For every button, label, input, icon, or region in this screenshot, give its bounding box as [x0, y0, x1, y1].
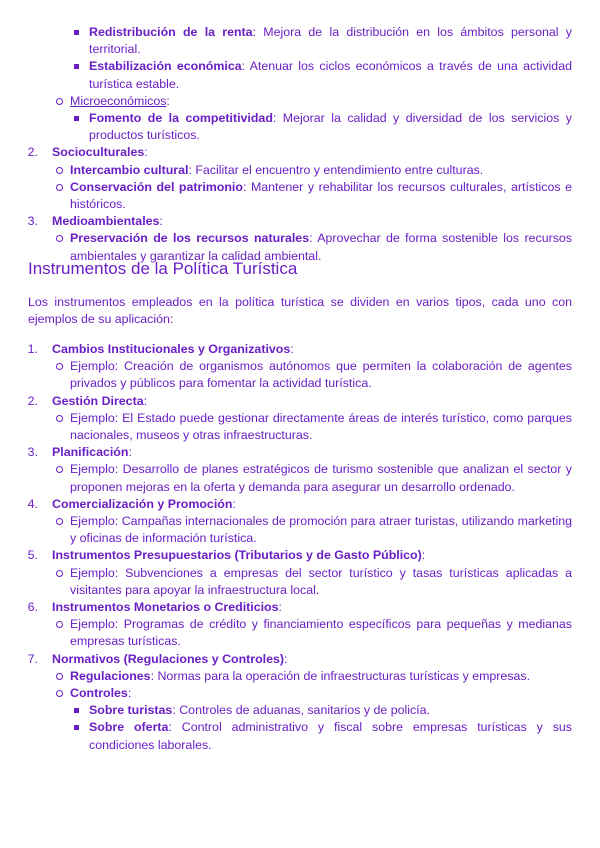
list-item	[0, 93, 572, 110]
intro-paragraph: Los instrumentos empleados en la política turística se dividen en varios tipos, cada uno con ejemplos de su aplicación:	[28, 295, 572, 327]
list-item-description: Aprovechar de forma sostenible los recursos ambientales y garantizar la calidad ambiental.	[70, 231, 573, 263]
circle-bullet-icon	[56, 518, 63, 525]
list-item-content: Conservación del patrimonio: Mantener y rehabilitar los recursos culturales, artísticos e históricos.	[70, 179, 572, 212]
list-item	[0, 685, 572, 702]
list-number: 4.	[27, 496, 38, 511]
list-item-content: Redistribución de la renta: Mejora de la distribución en los ámbitos personal y territorial.	[89, 25, 572, 57]
list-item	[0, 393, 572, 410]
list-item-term: Gestión Directa	[52, 393, 144, 408]
list-item-content: Gestión Directa:	[52, 393, 148, 408]
list-number: 5.	[27, 548, 38, 563]
list-item-content	[70, 514, 572, 545]
list-number: 3.	[27, 445, 38, 460]
list-item	[0, 444, 572, 461]
list-item-term: Estabilización económica	[89, 59, 242, 74]
list-item	[0, 341, 572, 358]
list-item-content: Medioambientales:	[52, 214, 163, 229]
list-item-term: Regulaciones	[70, 668, 151, 683]
list-item	[0, 565, 572, 599]
list-item-content: Sobre oferta: Control administrativo y fiscal sobre empresas turísticas y sus condiciones laborales.	[89, 720, 572, 752]
list-item-term: Controles	[70, 686, 128, 701]
list-item-content: Instrumentos Monetarios o Crediticios:	[52, 600, 282, 615]
list-item-term: Cambios Institucionales y Organizativos	[52, 342, 291, 356]
list-item-description: Ejemplo: Subvenciones a empresas del sector turístico y tasas turísticas aplicadas a visitantes para apoyar la infraestructura local.	[70, 565, 572, 597]
list-item-term: Conservación del patrimonio	[70, 179, 243, 194]
circle-bullet-icon	[56, 690, 63, 697]
list-item-content	[70, 566, 572, 597]
list-item-description: Facilitar el encuentro y entendimiento entre culturas.	[195, 162, 484, 177]
list-item-term: Normativos (Regulaciones y Controles)	[52, 651, 285, 666]
list-item-description: Ejemplo: Programas de crédito y financiamiento específicos para pequeñas y medianas empresas turísticas.	[70, 617, 572, 649]
list-item	[0, 358, 572, 392]
list-item	[0, 547, 572, 564]
list-item-content: Microeconómicos:	[70, 93, 170, 108]
list-item-description: Controles de aduanas, sanitarios y de policía.	[179, 703, 430, 718]
list-item-content	[70, 617, 572, 648]
section-title: Instrumentos de la Política Turística	[28, 259, 298, 278]
list-item-content: Intercambio cultural: Facilitar el encuentro y entendimiento entre culturas.	[70, 162, 484, 177]
circle-bullet-icon	[56, 167, 63, 174]
list-number: 2.	[27, 145, 38, 160]
circle-bullet-icon	[56, 98, 63, 105]
list-number: 1.	[27, 342, 38, 356]
list-item-content: Comercialización y Promoción:	[52, 496, 236, 511]
list-number: 2.	[27, 393, 38, 408]
circle-bullet-icon	[56, 466, 63, 473]
circle-bullet-icon	[56, 363, 63, 370]
circle-bullet-icon	[56, 415, 63, 422]
list-item	[0, 513, 572, 547]
circle-bullet-icon	[56, 184, 63, 191]
list-item-content: Regulaciones: Normas para la operación de infraestructuras turísticas y empresas.	[70, 668, 531, 683]
list-item-description: Atenuar los ciclos económicos a través de una actividad turística estable.	[89, 59, 572, 91]
list-item-content: Sobre turistas: Controles de aduanas, sanitarios y de policía.	[89, 703, 430, 718]
list-item-term: Preservación de los recursos naturales	[70, 231, 310, 246]
circle-bullet-icon	[56, 235, 63, 242]
list-item	[0, 651, 572, 668]
list-item	[0, 616, 572, 650]
objectives-list	[0, 24, 572, 265]
list-item	[0, 599, 572, 616]
list-item-description: Normas para la operación de infraestructuras turísticas y empresas.	[157, 668, 531, 683]
circle-bullet-icon	[56, 621, 63, 628]
square-bullet-icon	[74, 116, 79, 121]
list-item-content: Socioculturales:	[52, 145, 148, 160]
list-item-term: Sobre turistas	[89, 703, 173, 718]
list-item	[0, 24, 572, 58]
list-item-content	[70, 359, 572, 390]
square-bullet-icon	[74, 30, 79, 35]
list-item-description: Mantener y rehabilitar los recursos culturales, artísticos e históricos.	[70, 179, 572, 212]
list-item-content	[70, 411, 572, 442]
list-number: 7.	[27, 651, 38, 666]
list-item-term: Socioculturales	[52, 145, 145, 160]
list-item-content: Controles:	[70, 686, 132, 701]
list-item-term: Medioambientales	[52, 214, 160, 229]
square-bullet-icon	[74, 708, 79, 713]
list-item	[0, 179, 572, 213]
square-bullet-icon	[74, 725, 79, 730]
list-item-content: Estabilización económica: Atenuar los ciclos económicos a través de una actividad turística estable.	[89, 59, 572, 91]
list-item-term: Comercialización y Promoción	[52, 496, 233, 511]
list-item-description: Mejora de la distribución en los ámbitos personal y territorial.	[89, 25, 572, 57]
list-item-term: Intercambio cultural	[70, 162, 189, 177]
list-item-content: Planificación:	[52, 445, 132, 460]
list-item-content: Cambios Institucionales y Organizativos:	[52, 342, 294, 356]
list-item	[0, 702, 572, 719]
list-item	[0, 162, 572, 179]
list-item-description: Ejemplo: El Estado puede gestionar directamente áreas de interés turístico, como parques nacionales, museos y otras infraestructuras.	[70, 410, 572, 443]
list-item-content	[70, 462, 572, 493]
circle-bullet-icon	[56, 673, 63, 680]
list-item	[0, 410, 572, 444]
list-item	[0, 461, 572, 495]
list-item-term: Sobre oferta	[89, 720, 169, 735]
list-item-content: Fomento de la competitividad: Mejorar la calidad y diversidad de los servicios y productos turísticos.	[89, 111, 572, 143]
list-number: 3.	[27, 214, 38, 229]
list-item-term: Planificación	[52, 445, 129, 460]
list-item	[0, 110, 572, 144]
list-item-description: Ejemplo: Campañas internacionales de promoción para atraer turistas, utilizando marketing y oficinas de información turística.	[70, 514, 572, 546]
list-number: 6.	[27, 600, 38, 615]
square-bullet-icon	[74, 64, 79, 69]
list-item-term: Instrumentos Presupuestarios (Tributarios y de Gasto Público)	[52, 548, 422, 563]
instruments-list	[0, 341, 572, 754]
list-item-content: Preservación de los recursos naturales: Aprovechar de forma sostenible los recursos ambientales y garantizar la calidad ambiental.	[70, 231, 573, 263]
list-item	[0, 668, 572, 685]
list-item-description: Ejemplo: Desarrollo de planes estratégicos de turismo sostenible que analizan el sector y proponen mejoras en la oferta y demanda para asegurar un desarrollo ordenado.	[70, 462, 572, 494]
circle-bullet-icon	[56, 570, 63, 577]
list-item-content: Instrumentos Presupuestarios (Tributarios y de Gasto Público):	[52, 548, 426, 563]
list-item-description: Mejorar la calidad y diversidad de los servicios y productos turísticos.	[89, 111, 572, 143]
list-item-description: Control administrativo y fiscal sobre empresas turísticas y sus condiciones laborales.	[89, 720, 572, 752]
list-item-term: Microeconómicos	[70, 93, 167, 108]
list-item	[0, 496, 572, 513]
list-item	[0, 719, 572, 753]
list-item	[0, 213, 572, 230]
list-item-term: Fomento de la competitividad	[89, 111, 273, 126]
list-item-term: Instrumentos Monetarios o Crediticios	[52, 600, 279, 615]
list-item-description: Ejemplo: Creación de organismos autónomos que permiten la colaboración de agentes privados y públicos para fomentar la actividad turística.	[70, 359, 572, 391]
list-item	[0, 58, 572, 92]
list-item-content: Normativos (Regulaciones y Controles):	[52, 651, 288, 666]
list-item	[0, 144, 572, 161]
list-item-term: Redistribución de la renta	[89, 25, 253, 39]
